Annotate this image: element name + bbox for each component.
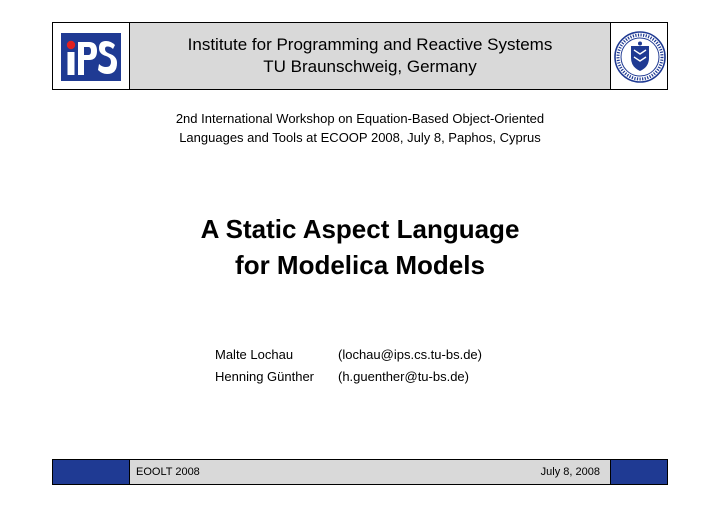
logo-box bbox=[53, 23, 130, 89]
title-line-1: A Static Aspect Language bbox=[200, 214, 520, 244]
slide-header bbox=[52, 22, 668, 90]
slide-title bbox=[0, 211, 720, 283]
author-email: (h.guenther@tu-bs.de) bbox=[338, 369, 469, 384]
title-line-2: for Modelica Models bbox=[235, 250, 485, 280]
workshop-line-2: Languages and Tools at ECOOP 2008, July 8, Paphos, Cyprus bbox=[179, 130, 541, 145]
author-row bbox=[215, 344, 482, 366]
footer-bar bbox=[130, 460, 610, 484]
slide-footer bbox=[52, 459, 668, 485]
workshop-info bbox=[0, 109, 720, 147]
footer-date: July 8, 2008 bbox=[540, 466, 600, 478]
university-name: TU Braunschweig, Germany bbox=[263, 57, 477, 76]
workshop-line-1: 2nd International Workshop on Equation-Based Object-Oriented bbox=[175, 111, 545, 126]
author-row bbox=[215, 366, 482, 388]
footer-right-accent bbox=[610, 460, 667, 484]
ips-logo-icon bbox=[61, 33, 121, 81]
university-seal-icon bbox=[614, 31, 666, 83]
footer-event: EOOLT 2008 bbox=[136, 466, 200, 478]
institute-name: Institute for Programming and Reactive Systems bbox=[187, 35, 553, 54]
header-title bbox=[130, 23, 610, 89]
footer-left-accent bbox=[53, 460, 130, 484]
author-email: (lochau@ips.cs.tu-bs.de) bbox=[338, 347, 482, 362]
author-name: Henning Günther bbox=[215, 369, 315, 384]
seal-box bbox=[610, 23, 667, 89]
author-name: Malte Lochau bbox=[215, 347, 294, 362]
author-list bbox=[215, 344, 482, 388]
